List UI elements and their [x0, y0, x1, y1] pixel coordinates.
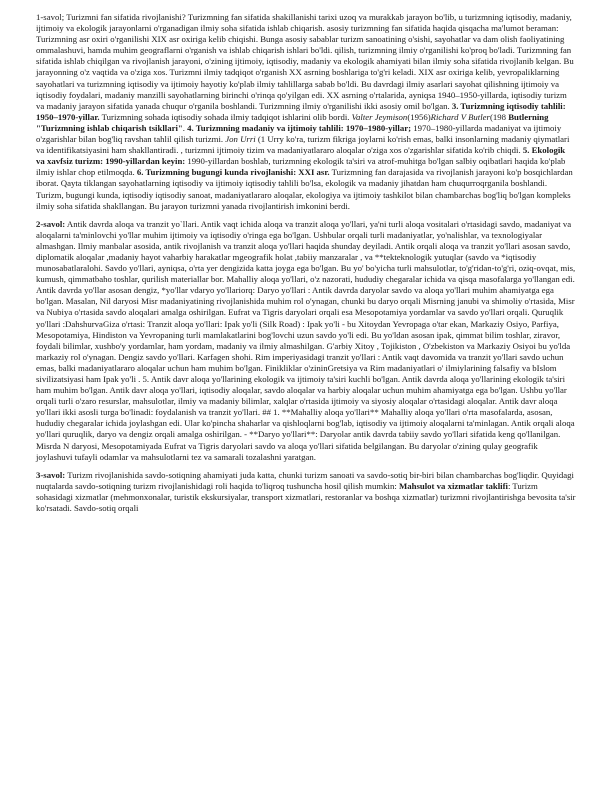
answer-1-text: .	[182, 122, 188, 133]
answer-1-text: 1970–1980-yillarda madaniyat va ijtimoiy o'zgarishlar bilan bog'liq ravshan tahlil qilish turizmi.	[36, 122, 562, 145]
section-5-heading: 5. Ekologik va xavfsiz turizm: 1990-yillardan keyin:	[36, 145, 566, 167]
section-6-heading: 6. Turizmning bugungi kunda rivojlanishi: XXI asr.	[136, 167, 330, 178]
citation-year: (198	[489, 111, 509, 122]
document-page	[36, 12, 576, 521]
section-3-heading: 3. Turizmning iqtisodiy tahlili: 1950–1970-yillar.	[36, 100, 566, 122]
subheading-products-services: Mahsulot va xizmatlar taklifi	[398, 480, 508, 491]
citation-year: (1956)	[407, 111, 431, 122]
answer-3-text: Turizm rivojlanishida savdo-sotiqning ahamiyati juda katta, chunki turizm sanoati va savdo-sotiq bir-biri bilan chambarchas bog'liqdir. Quyidagi nuqtalarda savdo-sotiqning turizm rivojlanishidagi roli haqida to'liqroq tushuncha hosil qilish mumkin:	[36, 469, 574, 491]
answer-2-paragraph	[36, 219, 576, 463]
answer-1-text: 1990-yillardan boshlab, turizmning ekologik ta'siri va atrof-muhitga bo'lgan salbiy oqibatlari haqida ko'plab ilmiy ishlar chop etilmoqda.	[36, 156, 566, 178]
answer-1-paragraph	[36, 12, 576, 212]
answer-3-paragraph	[36, 470, 576, 514]
question-2-label: 2-savol:	[36, 218, 66, 229]
answer-1-text: (1 Urry ko'ra, turizm fikriga joylarni ko'rish emas, balki insonlarning madaniy qiymatlari va identifikatsiyasini ham shakllantiradi. , turizmni ijtimoiy tizim va madaniyatlararo aloqalar o'ziga xos o'zgarishlar sifatida ko'rib chiqdi.	[36, 134, 570, 156]
answer-1-text: 1-savol; Turizmni fan sifatida rivojlanishi? Turizmning fan sifatida shakillanishi tarixi uzoq va murakkab jarayon bo'lib, u turizmning iqtisodiy, madaniy, ijtimoiy va ekologik jarayonlarni o'rganadigan ilmiy soha sifatida ishlab chiqarish. asosiy turizmning fan sifatida haqida qisqacha ma'lumot beraman: Turizmning asr oxiri o'rganilishi XIX asr oxiriga kelib chiqishi. Bunga asosiy sabablar turizm sanoatining o'sishi, sayohatlar va dam olish faoliyatining ommalashuvi, hamda muhim geograflarni o'rganish va ishlab chiqarish ishlari bo'ldi. qilish, turizmning ilmiy o'rganilishi ko'proq bo'ladi. Turizmning fan sifatida ishlab chiqilgan va rivojlanish jarayoni, o'zining ijtimoiy, iqtisodiy, madaniy va ekologik ahamiyati bilan ilmiy soha sifatida rivojlanib kelgan. Bu jarayonning o'z vaqtida va o'ziga xos. Turizmni ilmiy tadqiqot o'rganish XX asrning boshlariga to'g'ri keladi. XIX asr oxiriga kelib, yevropaliklarning sayohatlari va turizmning iqtisodiy va ijtimoiy hayotiy ko'plab ilmiy tahlillarga sabab bo'ldi. Bu davrdagi ilmiy asarlari sayohat qilishning ijtimoiy va iqtisodiy foydalari, madaniy manzilli sayohatlarning birinchi o'rinqa qo'yilgan edi. XX asrning o'rtalarida, ayniqsa 1940–1950-yillarda, iqtisodiy turizm va madaniy jarayon sifatida yanada chuqur o'rganila boshlandi. Turizmning ilmiy o'rganilishi ikki asosiy omil bo'lgan.	[36, 12, 574, 111]
author-name: Valter Jeymison	[351, 111, 408, 122]
section-4-heading: 4. Turizmning madaniy va ijtimoiy tahlili: 1970–1980-yillar;	[187, 122, 412, 133]
author-name: Richard V Butler	[430, 111, 490, 122]
question-3-label: 3-savol:	[36, 469, 66, 480]
author-name: Jon Urri	[225, 134, 256, 145]
answer-3-text: : Turizm sohasidagi xizmatlar (mehmonxonalar, turistik ekskursiyalar, transport xizmatlari, restoranlar va boshqa xizmatlar) turizmni rivojlantirishga bevosita ta'sir ko'rsatadi. Savdo-sotiq orqali	[36, 480, 576, 514]
answer-1-text: Turizmning sohada iqtisodiy sohada ilmiy tadqiqot ishlarini olib bordi.	[99, 111, 352, 122]
answer-2-text: Antik davrda aloqa va tranzit yo`llari. Antik vaqt ichida aloqa va tranzit aloqa yo'llari, ya'ni turli aloqa vositalari o'rtasidagi savdo, madaniyat va aloqalarni ta'minlovchi yo'llar muhim ijtimoiy va iqtisodiy o'ringa ega bo'lgan. Ushbular orqali turli madaniyatlar, yo'nalishlar, va texnologiyalar almashgan. Ilmiy manbalar asosida, antik rivojlanish va tranzit aloqa yo'llari haqida shunday deyiladi. Antik orqali aloqa va tranzit yo'llari asosan savdo, diplomatik aloqalar ,madaniy hayot vaharbiy harakatlar mgeografik holat ,tabiiy manzaralar , va **tekteknologik yutuqlar (savdo va *iqtisodiy munosabatlaralohi. Savdo yo'llari, ayniqsa, o'rta yer dengizida katta joyga ega bo'lgan. Bu yo' bo'yicha turli mahsulotlar, to'g'ridan-to'g'ri, oziq-ovqat, mis, kumush, qimmatbaho toshlar, qurilish materiallar bor. Mahalliy aloqa yo'llari, o'z nazorati, hududiy chegaralar ichida va qisqa masofalarga yo'llangan edi. Antik davrda yo'llar asosan dengiz, *yo'llar vdaryo yo'llariorq: Daryo yo'llari : Antik davrda daryolar savdo va aloqa yo'llari muhim ahamiyatga ega bo'lgan. Masalan, Nil daryosi Misr madaniyatining rivojlanishida muhim rol o'ynagan, chunki bu daryo orqali Misrning janubi va shimoliy o'rtasida, Misr va Nubiya o'rtasida savdo aloqalari amalga oshirilgan. Eufrat va Tigris daryolari orqali esa Mesopotamiya yordamlar va savdo yo'llari orqali. Quruqlik yo'llari :DahshurvaGiza o'rtasi: Tranzit aloqa yo'llari: Ipak yo'li (Silk Road) : Ipak yo'li - bu Xitoydan Yevropaga o'tar ekan, Markaziy Osiyo, Parfiya, Mesopotamiya, Hindiston va Yevropaning turli mamlakatlarini bog'lovchi uzun savdo yo'li edi. Bu yo'ldan asosan ipak, qimmat bilim toshlar, ziravor, foydali bilimlar, xushbo'y yordamlar, ham yordam, madaniy va ilmiy almashilgan. G'arbiy Xitoy , Tojikiston , O'zbekiston va Markaziy Osiyoi bu yo'lda markaziy rol o'ynagan. Dengiz savdo yo'llari. Karfagen shohi. Rim imperiyasidagi tranzit yo'llari : Antik vaqt davomida va tranzit yo'llari savdo uchun emas, balki madaniyatlararo aloqalar uchun ham muhim bo'lgan. Finikliklar o'zininGretsiya va Rim madaniyatlari o' ilmiylarining falsafiy va bIslom sivilizatsiyasi ham Ipak yo'li . 5. Antik davr aloqa yo'llarining ekologik va ijtimoiy ta'siri kuchli bo'lgan. Antik davrda aloqa yo'llarining ekologik ta'siri ham muhim bo'lgan. Antik davr aloqa yo'llari, iqtisodiy aloqalar, savdo aloqalar va harbiy aloqalar uchun muhim ahamiyatga ega bo'lgan. Ushbu yo'llar orqali turli o'zaro resurslar, mahsulotlar, ilmiy va madaniy bilimlar, xalqlar o'rtasida ijtimoiy va siyosiy aloqalar o'rtasidagi aloqalar. Antik davr aloqa yo'llari ikki asosli turga bo'linadi: foydalanish va tranzit yo'llari. ## 1. **Mahalliy aloqa yo'llari** Mahalliy aloqa yo'llari o'rta masofalarda, asosan, hududiy chegaralar ichida joylashgan edi. Ular ko'pincha shaharlar va qishloqlarni bog'lab, iqtisodiy va ijtimoiy aloqalarni ta'minlagan. Antik orqali aloqa yo'llari quruqlik, daryo va dengiz orqali amalga oshirilgan. - **Daryo yo'llari**: Daryolar antik davrda tabiiy savdo yo'llari sifatida keng qo'llanilgan. Misrda N daryosi, Mesopotamiyada Eufrat va Tigris daryolari savdo va aloqa yo'llari sifatida belgilangan. Bu daryolar o'zining qulay geografik joylashuvi tufayli odamlar va mahsulotlarni tez va samarali tozalashni yaratgan.	[36, 218, 576, 462]
answer-1-text: Turizmning fan darajasida va rivojlanish jarayoni ko'p bosqichlardan iborat. Qayta tiklangan sayohatlarning iqtisodiy va ijtimoiy iqtisodiy tahlili bo'lsa, ekologik va madaniy jihatdan ham chuqurroqrganila boshlandi. Turizm, bugungi kunda, iqtisodiy iqtisodiy sanoat, madaniyatlararo aloqalar, ekologiya va ijtimoiy tashkilot bilan chambarchas bog'liq bo'lgan kompleks ilmiy soha sifatida shakllangan. Bu jarayon turizmni yanada rivojlantirish imkonini berdi.	[36, 167, 573, 211]
book-title: Butlerning "Turizmning ishlab chiqarish tsikllari"	[36, 111, 549, 133]
